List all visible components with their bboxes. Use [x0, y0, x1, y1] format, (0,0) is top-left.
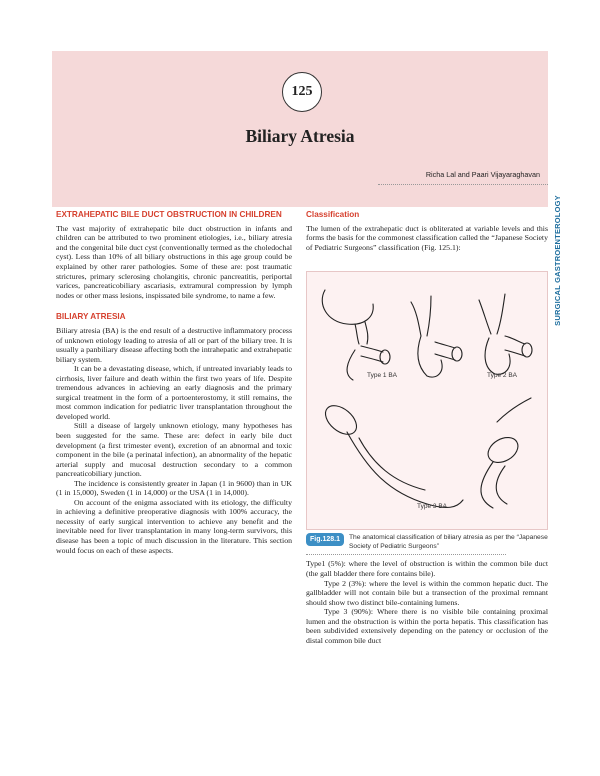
figure-label-type1: Type 1 BA — [367, 372, 397, 380]
paragraph: Still a disease of largely unknown etiology, many hypotheses has been suggested for the same. These are: defect in early bile duct development (a first trimester event), excretion of an abnormal and toxic component in the bile (a perinatal infection), an abnormality of the hepatic arterial supply and mucosal destruction secondary to a common pancreaticobiliary junction. — [56, 421, 292, 479]
ducts-type2b — [479, 294, 505, 334]
duct-type1-b — [365, 322, 368, 344]
side-tab-label: SURGICAL GASTROENTEROLOGY — [552, 194, 562, 326]
chapter-number-circle — [282, 72, 322, 112]
section-heading-extrahepatic: EXTRAHEPATIC BILE DUCT OBSTRUCTION IN CHILDREN — [56, 210, 282, 219]
section-heading-classification: Classification — [306, 210, 360, 219]
duodenum-end-type2 — [452, 347, 462, 361]
author-divider — [378, 184, 548, 185]
figure-biliary-atresia-types — [306, 271, 548, 530]
gallbladder-type2 — [418, 336, 442, 377]
duodenum-end-type1 — [380, 350, 390, 364]
chapter-title: Biliary Atresia — [245, 126, 355, 146]
figure-label-type2: Type 2 BA — [487, 372, 517, 380]
authors: Richa Lal and Paari Vijayaraghavan — [425, 170, 540, 179]
bowel-type3 — [347, 432, 427, 504]
right-column — [306, 210, 548, 645]
duodenum-type1 — [361, 346, 383, 362]
gallbladder-type2b — [485, 338, 510, 374]
bowel-type3b — [481, 462, 507, 508]
paragraph: Biliary atresia (BA) is the end result of a destructive inflammatory process of unknown etiology leading to atresia of all or part of the biliary tree. It is usually a panbiliary disease affecting both the intrahepatic and extrahepatic biliary system. — [56, 325, 292, 364]
ducts-type2 — [411, 296, 431, 336]
figure-caption — [306, 533, 548, 551]
gallbladder-type3 — [320, 400, 362, 440]
paragraph: Type 2 (3%): where the level is within the common hepatic duct. The gallbladder will not contain bile but a transection of the proximal remnant should show two distinct bile-containing lumens. — [306, 578, 548, 607]
gallbladder-type1 — [347, 350, 355, 380]
figure-caption-text: The anatomical classification of biliary atresia as per the “Japanese Society of Pediatric Surgeons” — [348, 534, 548, 551]
left-column — [56, 210, 292, 555]
gallbladder-type3b — [484, 433, 523, 468]
duodenum-end-type2b — [522, 343, 532, 357]
paragraph: The incidence is consistently greater in Japan (1 in 9600) than in UK (1 in 15,000), Sweden (1 in 14,000) or the USA (1 in 14,000). — [56, 478, 292, 498]
paragraph: Type 3 (90%): Where there is no visible bile containing proximal lumen and the obstruction is within the porta hepatis. This classification has been subdivided extensively depending on the patency or occlusion of the distal common bile duct — [306, 607, 548, 645]
figure-number-badge: Fig.128.1 — [306, 533, 344, 546]
liver-edge-type1 — [322, 290, 373, 324]
figure-label-type3: Type 3 BA — [417, 503, 447, 511]
classification-intro: The lumen of the extrahepatic duct is obliterated at variable levels and this forms the basis for the commonest classification called the “Japanese Society of Pediatric Surgeons” classification (Fig. 125.1): — [306, 223, 548, 252]
chapter-number: 125 — [291, 84, 313, 99]
paragraph: On account of the enigma associated with its etiology, the difficulty in achieving a definitive preoperative diagnosis with 100% accuracy, the necessity of early surgical intervention to achieve any benefit and the inevitable need for liver transplantation in many long-term survivors, this disease has been a topic of much discussion in the literature. This section would focus on each of these aspects. — [56, 497, 292, 555]
paragraph: It can be a devastating disease, which, if untreated invariably leads to cirrhosis, liver failure and death within the first two years of life. Despite tremendous advances in achieving an early diagnosis and the primary surgical treatment in the form of a portoenterostomy, it still remains, the most common indication for pediatric liver transplantation throughout the developed world. — [56, 364, 292, 421]
paragraph: Type1 (5%): where the level of obstruction is within the common bile duct (the gall bladder there fore contains bile). — [306, 559, 548, 578]
section-heading-biliary-atresia: BILIARY ATRESIA — [56, 312, 126, 322]
figure-illustration — [307, 272, 549, 531]
bowel-type3-inner — [359, 438, 425, 490]
paragraph: The vast majority of extrahepatic bile duct obstruction in infants and children can be attributed to two prominent etiologies, i.e., biliary atresia and the congenital bile duct cyst (conventionally termed as the choledochal cyst). Less than 10% of all biliary obstructions in this age group could be explained by other rarer pathologies. Some of these are: post traumatic strictures, primary sclerosing cholangitis, chronic pancreatitis, periportal varices, pancreaticobiliary ascariasis, extramural compression by lymph nodes or other mass lesions, inspissated bile syndrome, to name a few. — [56, 223, 292, 300]
duct-type3b — [497, 398, 531, 422]
duct-type1 — [355, 324, 359, 344]
section-side-tab — [552, 186, 562, 334]
